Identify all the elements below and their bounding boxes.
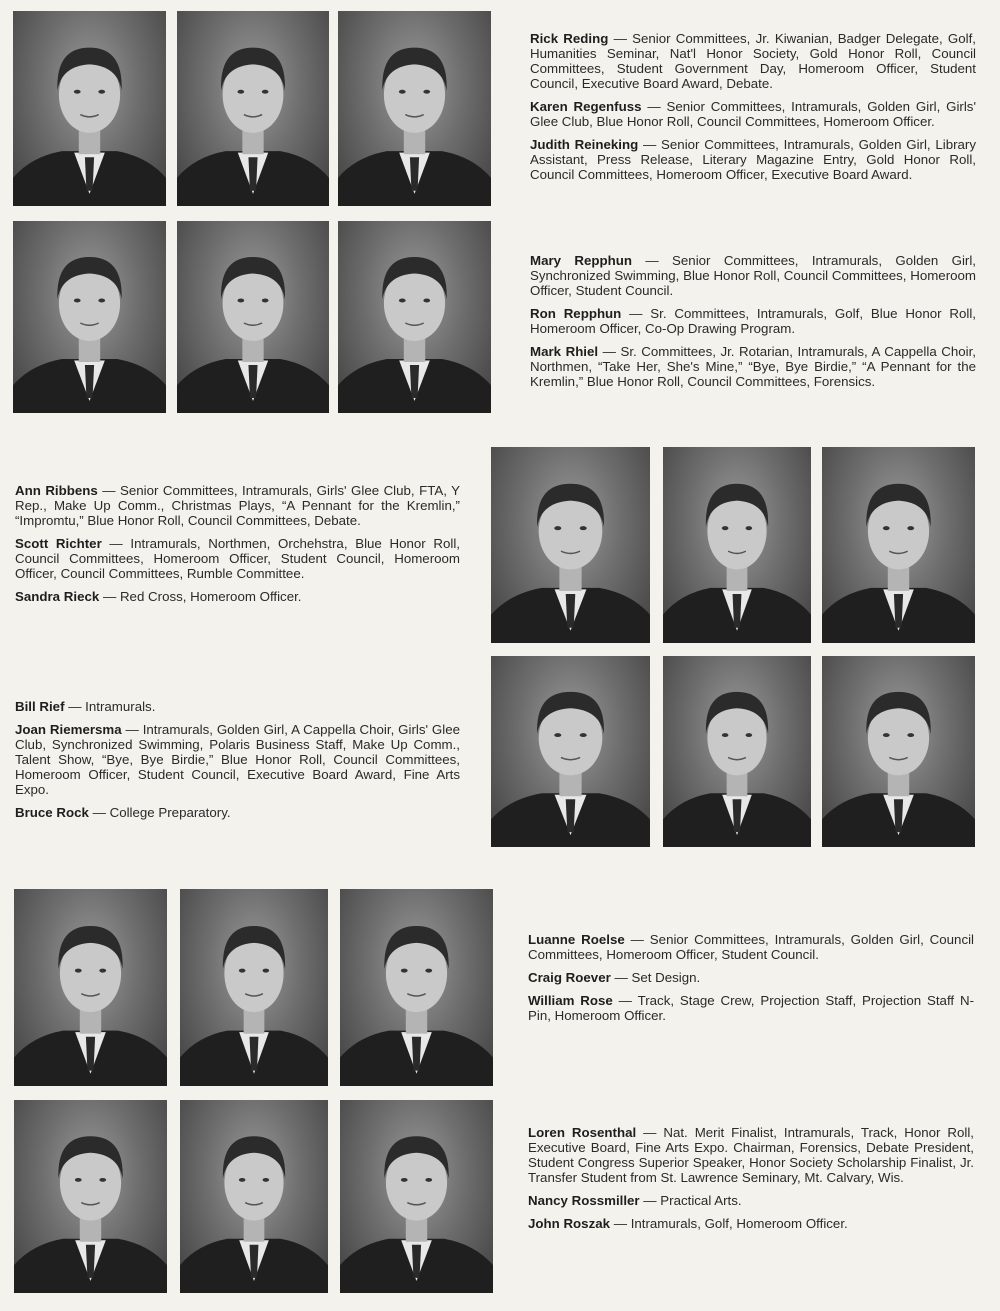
entry [15,699,460,714]
student-name: Judith Reineking [530,137,639,152]
student-name: Bruce Rock [15,805,89,820]
portrait-photo [822,447,975,643]
entry [530,306,976,336]
entry [15,536,460,581]
portrait-photo [340,889,493,1086]
entry [530,344,976,389]
student-name: Mark Rhiel [530,344,599,359]
student-activities: — Intramurals, Golden Girl, A Cappella Choir, Girls' Glee Club, Synchronized Swimming, Polaris Business Staff, Make Up Comm., Talent Show, “Bye, Bye Birdie,” Blue Honor Roll, Council Committees, Homeroom Officer, Student Council, Executive Board Award, Fine Arts Expo. [15,722,460,797]
student-activities: — College Preparatory. [88,805,231,820]
student-activities: — Sr. Committees, Jr. Rotarian, Intramurals, A Cappella Choir, Northmen, “Take Her, She's Mine,” “Bye, Bye Birdie,” “A Pennant for the Kremlin,” Blue Honor Roll, Council Committees, Forensics. [530,344,977,389]
portrait-photo [338,11,491,206]
student-name: Luanne Roelse [528,932,625,947]
student-activities: — Senior Committees, Intramurals, Girls' Glee Club, FTA, Y Rep., Make Up Comm., Christmas Plays, “A Pennant for the Kremlin,” “Impromtu,” Blue Honor Roll, Council Committees, Debate. [15,483,461,528]
student-name: Craig Roever [528,970,611,985]
student-activities: — Senior Committees, Intramurals, Golden Girl, Synchronized Swimming, Blue Honor Roll, Council Committees, Homeroom Officer, Student Council. [530,253,976,298]
portrait-photo [491,656,650,847]
student-name: Ann Ribbens [15,483,98,498]
student-activities: — Set Design. [610,970,701,985]
student-activities: — Senior Committees, Intramurals, Golden Girl, Library Assistant, Press Release, Literary Magazine Entry, Gold Honor Roll, Council Committees, Homeroom Officer, Executive Board Award. [530,137,977,182]
entry [528,932,974,962]
student-name: Loren Rosenthal [528,1125,637,1140]
student-activities: — Senior Committees, Intramurals, Golden Girl, Council Committees, Homeroom Officer, Student Council. [528,932,975,962]
student-activities: — Sr. Committees, Intramurals, Golf, Blue Honor Roll, Homeroom Officer, Co-Op Drawing Program. [530,306,976,336]
student-name: Ron Repphun [530,306,622,321]
portrait-photo [491,447,650,643]
student-name: John Roszak [528,1216,611,1231]
entry [530,99,976,129]
entry [15,805,460,820]
portrait-photo [338,221,491,413]
entry [528,1216,974,1231]
caption-block [15,483,460,612]
student-activities: — Senior Committees, Jr. Kiwanian, Badger Delegate, Golf, Humanities Seminar, Nat'l Honor Society, Gold Honor Roll, Council Committees, Student Government Day, Homeroom Officer, Student Council, Executive Board Award, Debate. [530,31,976,91]
entry [530,31,976,91]
portrait-photo [14,889,167,1086]
student-activities: — Intramurals. [64,699,156,714]
entry [15,722,460,797]
student-name: Karen Regenfuss [530,99,642,114]
portrait-photo [822,656,975,847]
portrait-photo [177,11,329,206]
portrait-photo [663,656,811,847]
caption-block [528,932,974,1031]
student-name: Nancy Rossmiller [528,1193,640,1208]
entry [15,483,460,528]
portrait-photo [13,11,166,206]
caption-block [530,31,976,190]
student-name: William Rose [528,993,613,1008]
portrait-photo [340,1100,493,1293]
student-activities: — Intramurals, Northmen, Orchehstra, Blue Honor Roll, Council Committees, Homeroom Officer, Student Council, Homeroom Officer, Council Committees, Rumble Committee. [15,536,461,581]
portrait-photo [180,1100,328,1293]
student-activities: — Nat. Merit Finalist, Intramurals, Track, Honor Roll, Executive Board, Fine Arts Expo. Chairman, Forensics, Debate President, Student Congress Superior Speaker, Honor Society Scholarship Finalist, Jr. Transfer Student from St. Lawrence Seminary, Mt. Calvary, Wis. [528,1125,974,1185]
student-activities: — Red Cross, Homeroom Officer. [99,589,302,604]
caption-block [528,1125,974,1239]
student-name: Sandra Rieck [15,589,100,604]
caption-block [530,253,976,397]
portrait-photo [177,221,329,413]
entry [528,993,974,1023]
student-name: Joan Riemersma [15,722,122,737]
portrait-photo [14,1100,167,1293]
portrait-photo [180,889,328,1086]
student-activities: — Track, Stage Crew, Projection Staff, Projection Staff N-Pin, Homeroom Officer. [528,993,974,1023]
portrait-photo [13,221,166,413]
entry [530,253,976,298]
entry [528,970,974,985]
student-activities: — Intramurals, Golf, Homeroom Officer. [610,1216,848,1231]
student-activities: — Senior Committees, Intramurals, Golden Girl, Girls' Glee Club, Blue Honor Roll, Council Committees, Homeroom Officer. [530,99,976,129]
entry [528,1193,974,1208]
entry [15,589,460,604]
entry [528,1125,974,1185]
caption-block [15,699,460,828]
student-name: Mary Repphun [530,253,633,268]
student-name: Scott Richter [15,536,102,551]
entry [530,137,976,182]
portrait-photo [663,447,811,643]
student-activities: — Practical Arts. [639,1193,742,1208]
student-name: Bill Rief [15,699,65,714]
student-name: Rick Reding [530,31,609,46]
